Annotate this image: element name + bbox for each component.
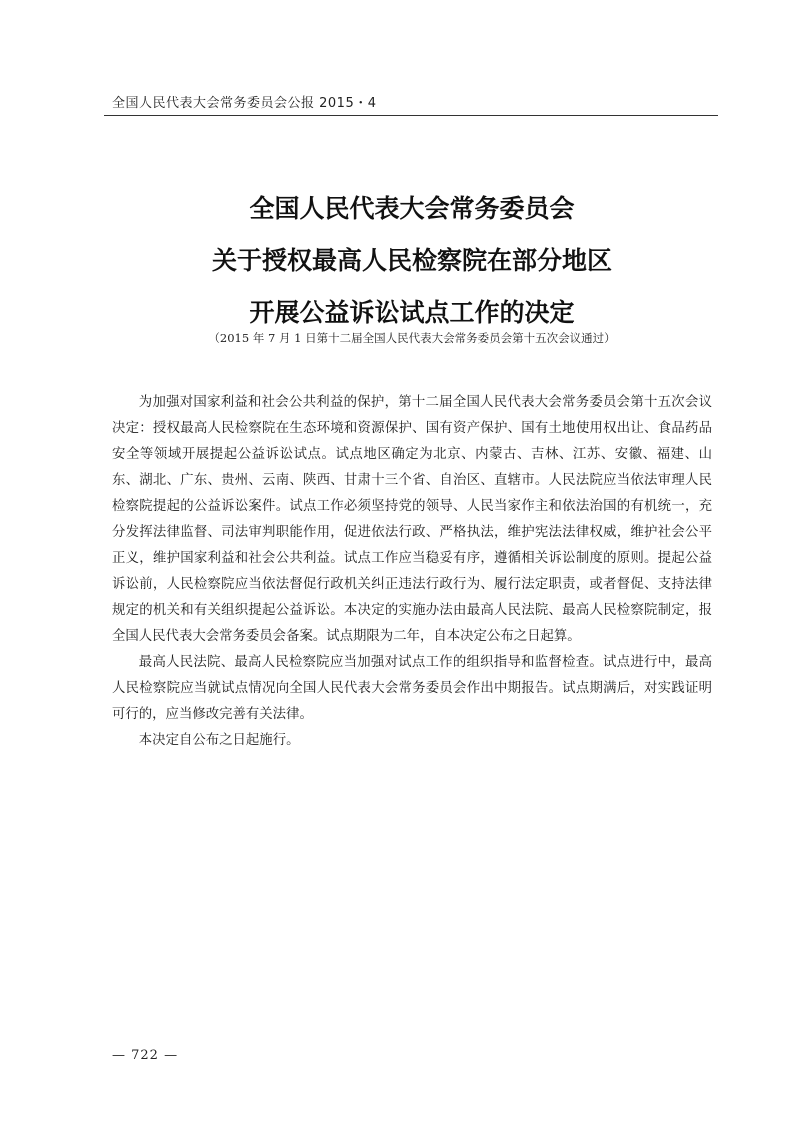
document-body [112, 390, 712, 754]
title-line: 开展公益诉讼试点工作的决定 [249, 298, 575, 327]
document-title [112, 183, 712, 339]
header-divider [104, 115, 718, 116]
body-paragraph: 为加强对国家利益和社会公共利益的保护，第十二届全国人民代表大会常务委员会第十五次会议决定：授权最高人民检察院在生态环境和资源保护、国有资产保护、国有土地使用权出让、食品药品安全等领域开展提起公益诉讼试点。试点地区确定为北京、内蒙古、吉林、江苏、安徽、福建、山东、湖北、广东、贵州、云南、陕西、甘肃十三个省、自治区、直辖市。人民法院应当依法审理人民检察院提起的公益诉讼案件。试点工作必须坚持党的领导、人民当家作主和依法治国的有机统一，充分发挥法律监督、司法审判职能作用，促进依法行政、严格执法，维护宪法法律权威，维护社会公平正义，维护国家利益和社会公共利益。试点工作应当稳妥有序，遵循相关诉讼制度的原则。提起公益诉讼前，人民检察院应当依法督促行政机关纠正违法行政行为、履行法定职责，或者督促、支持法律规定的机关和有关组织提起公益诉讼。本决定的实施办法由最高人民法院、最高人民检察院制定，报全国人民代表大会常务委员会备案。试点期限为二年，自本决定公布之日起算。 [112, 395, 712, 644]
title-line: 全国人民代表大会常务委员会 [249, 194, 575, 223]
title-line: 关于授权最高人民检察院在部分地区 [211, 246, 612, 275]
page-number: — 722 — [112, 1048, 179, 1063]
running-header: 全国人民代表大会常务委员会公报 2015・4 [112, 96, 377, 111]
adoption-note: （2015 年 7 月 1 日第十二届全国人民代表大会常务委员会第十五次会议通过） [208, 331, 616, 345]
body-paragraph: 最高人民法院、最高人民检察院应当加强对试点工作的组织指导和监督检查。试点进行中，最高人民检察院应当就试点情况向全国人民代表大会常务委员会作出中期报告。试点期满后，对实践证明可行的，应当修改完善有关法律。 [112, 655, 712, 722]
body-paragraph: 本决定自公布之日起施行。 [138, 733, 300, 748]
